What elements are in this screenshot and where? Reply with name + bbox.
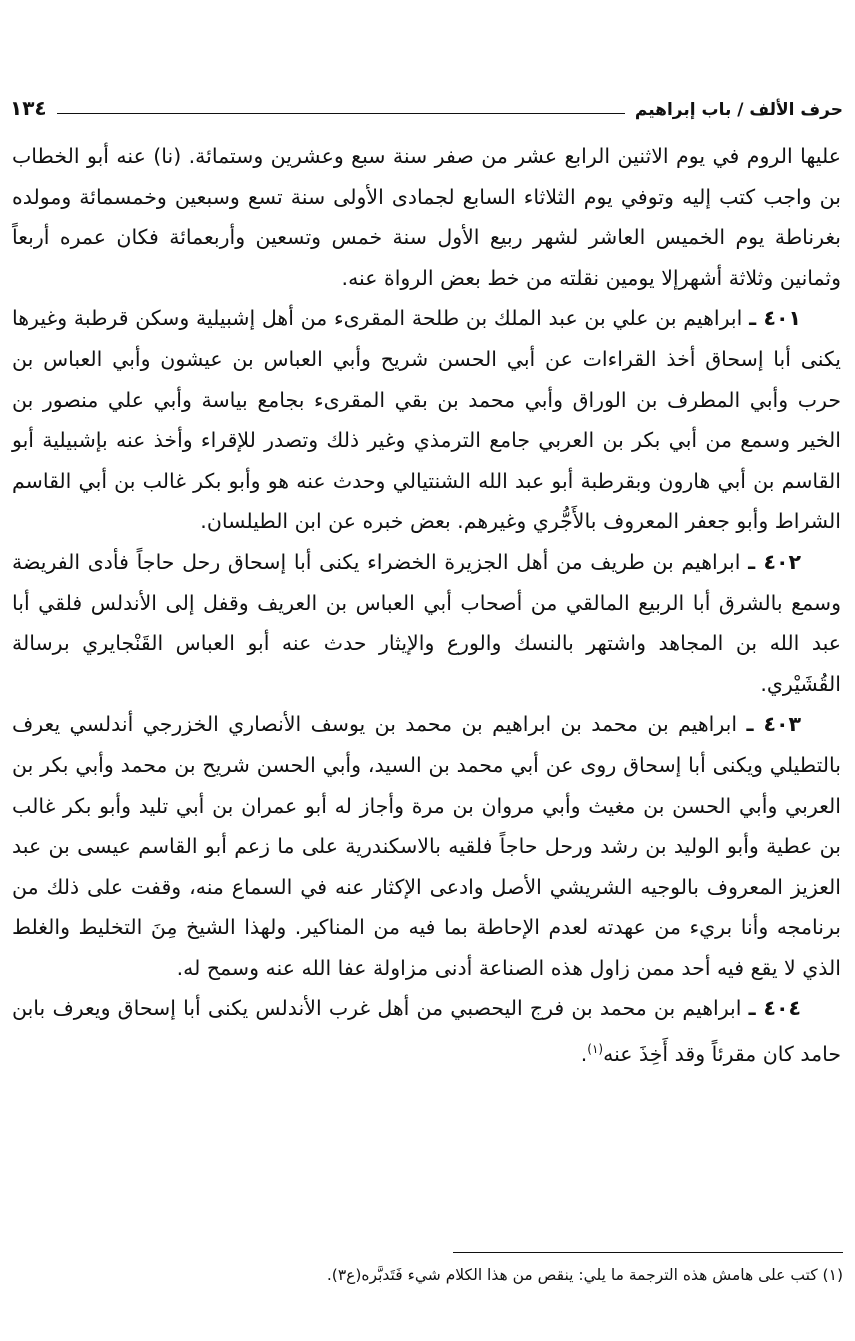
running-title: حرف الألف / باب إبراهيم bbox=[634, 100, 843, 120]
entry-401 bbox=[12, 298, 841, 542]
entry-end: . bbox=[580, 1041, 588, 1066]
header-rule bbox=[57, 113, 625, 114]
entry-403 bbox=[12, 704, 841, 988]
entry-402 bbox=[12, 542, 841, 704]
page-header bbox=[10, 84, 843, 120]
entry-number: ٤٠٣ ـ bbox=[746, 712, 801, 737]
footnote-rule bbox=[453, 1252, 843, 1253]
entry-404 bbox=[12, 988, 841, 1074]
entry-text: ابراهيم بن محمد بن فرج اليحصبي من أهل غرب الأندلس يكنى أبا إسحاق ويعرف بابن حامد كان مقرئاً وقد أَخِذَ عنه bbox=[12, 996, 841, 1066]
main-text bbox=[12, 136, 841, 1074]
entry-number: ٤٠٤ ـ bbox=[748, 996, 801, 1021]
entry-number: ٤٠١ ـ bbox=[749, 306, 801, 331]
entry-text: ابراهيم بن محمد بن ابراهيم بن محمد بن يوسف الأنصاري الخزرجي أندلسي يعرف بالتطيلي ويكنى أبا إسحاق روى عن أبي محمد بن السيد، وأبي الحسن شريح بن محمد وأبي بكر بن العربي وأبي الحسن بن مغيث وأبي مروان بن مرة وأجاز له أبو عمران بن أبي تليد وأبو بكر غالب بن عطية وأبو الوليد بن رشد ورحل حاجاً فلقيه بالاسكندرية على ما زعم أبو القاسم عيسى بن عبد العزيز المعروف بالوجيه الشريشي الأصل وادعى الإكثار عنه في السماع منه، وقفت على ذلك من برنامجه وأنا بريء من عهدته لعدم الإحاطة بما فيه من المناكير. ولهذا الشيخ مِنَ التخليط والغلط الذي لا يقع فيه أحد ممن زاول هذه الصناعة أدنى مزاولة عفا الله عنه وسمح له. bbox=[12, 712, 841, 980]
entry-text: ابراهيم بن علي بن عبد الملك بن طلحة المقرىء من أهل إشبيلية وسكن قرطبة وغيرها يكنى أبا إسحاق أخذ القراءات عن أبي الحسن شريح وأبي العباس بن عيشون وأبي العباس بن حرب وأبي المطرف بن الوراق وأبي محمد بن بقي المقرىء بجامع بياسة وأبي علي منصور بن الخير وسمع من أبي بكر بن العربي جامع الترمذي وغير ذلك وتصدر للإقراء وأخذ عنه بإشبيلية أبو القاسم بن أبي هارون وبقرطبة أبو عبد الله الشنتيالي وحدث عنه هو وأبو بكر غالب بن أبي القاسم الشراط وأبو جعفر المعروف بالأَجُّري وغيرهم. بعض خبره عن ابن الطيلسان. bbox=[12, 306, 841, 534]
entry-number: ٤٠٢ ـ bbox=[748, 549, 801, 574]
entry-text: ابراهيم بن طريف من أهل الجزيرة الخضراء يكنى أبا إسحاق رحل حاجاً فأدى الفريضة وسمع بالشرق أبا الربيع المالقي من أصحاب أبي العباس بن العريف وقفل إلى الأندلس فلقي أبا عبد الله بن المجاهد واشتهر بالنسك والورع والإيثار حدث عنه أبو العباس القَنْجايري برسالة القُشَيْري. bbox=[12, 549, 841, 696]
footnote-marker: (١) bbox=[587, 1042, 604, 1057]
continuation-paragraph: عليها الروم في يوم الاثنين الرابع عشر من صفر سنة سبع وعشرين وستمائة. (نا) عنه أبو الخطاب بن واجب كتب إليه وتوفي يوم الثلاثاء السابع لجمادى الأولى سنة تسع وسبعين وخمسمائة ومولده بغرناطة يوم الخميس العاشر لشهر ربيع الأول سنة خمس وتسعين وأربعمائة فكان عمره أربعاً وثمانين وثلاثة أشهرإلا يومين نقلته من خط بعض الرواة عنه. bbox=[12, 144, 841, 290]
footnote: (١) كتب على هامش هذه الترجمة ما يلي: ينقص من هذا الكلام شيء فَتَدبَّره(ع٣). bbox=[326, 1266, 843, 1284]
page-number: ١٣٤ bbox=[10, 96, 47, 120]
